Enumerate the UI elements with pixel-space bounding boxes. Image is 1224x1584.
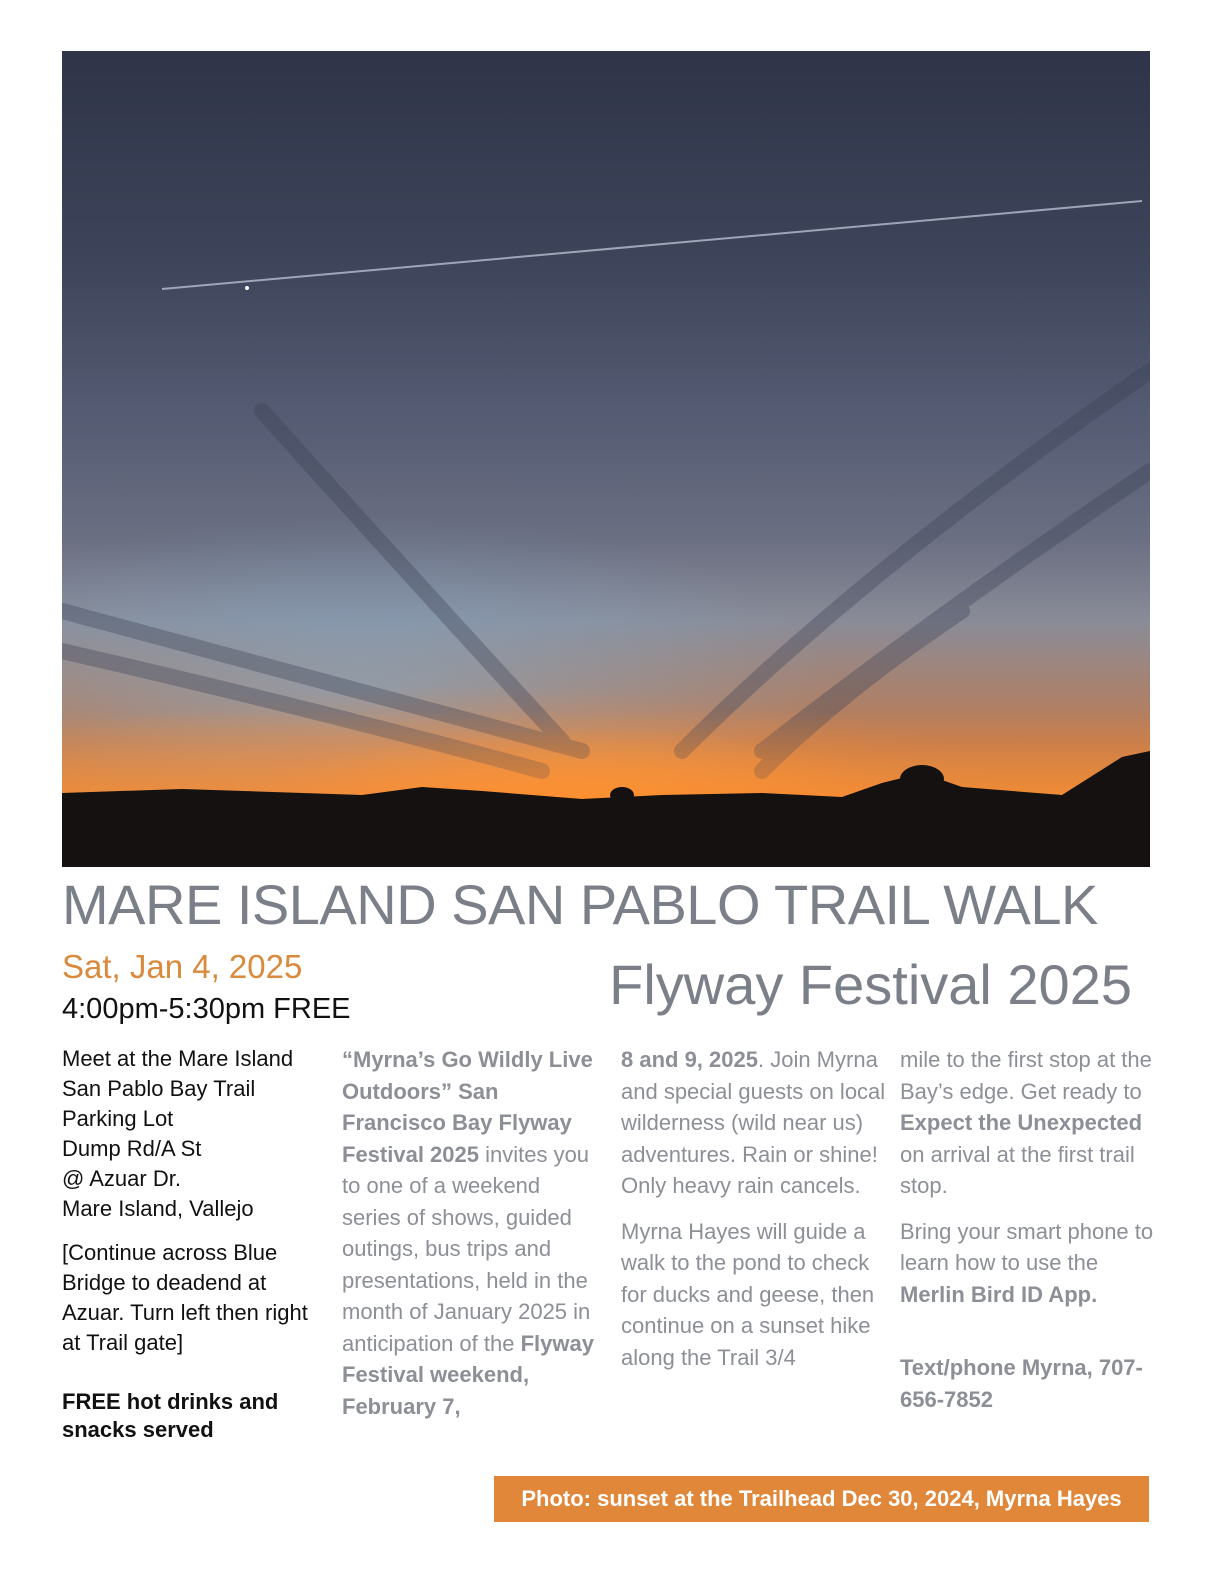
arrival-paragraph [900, 1044, 1160, 1202]
intro-text: invites you to one of a weekend series of shows, guided outings, bus trips and presentations, held in the month of January 2025 in anticipation of the [342, 1141, 591, 1356]
body-column-1 [342, 1044, 602, 1422]
photo-credit: Photo: sunset at the Trailhead Dec 30, 2024, Myrna Hayes [494, 1476, 1149, 1522]
page-title: MARE ISLAND SAN PABLO TRAIL WALK [62, 873, 1098, 936]
flyway-weekend: Flyway Festival weekend, February 7, [342, 1330, 594, 1419]
merlin-app: Merlin Bird ID App. [900, 1281, 1098, 1307]
arrival-text: mile to the first stop at the Bay’s edge. Get ready to [900, 1047, 1152, 1104]
location-line: Parking Lot [62, 1106, 174, 1131]
walk-paragraph: Myrna Hayes will guide a walk to the pond to check for ducks and geese, then continue on a sunset hike along the Trail 3/4 [621, 1218, 875, 1370]
app-paragraph [900, 1216, 1160, 1311]
event-date: Sat, Jan 4, 2025 [62, 948, 303, 985]
app-text: Bring your smart phone to learn how to use the [900, 1218, 1154, 1275]
sunset-photo [62, 51, 1150, 867]
festival-subtitle: Flyway Festival 2025 [609, 953, 1132, 1016]
expect-unexpected: Expect the Unexpected [900, 1110, 1143, 1135]
contact-info: Text/phone Myrna, 707-656-7852 [900, 1355, 1143, 1412]
dates-text: . Join Myrna and special guests on local wilderness (wild near us) adventures. Rain or shine! Only heavy rain cancels. [621, 1047, 886, 1198]
festival-dates: 8 and 9, 2025 [621, 1047, 758, 1072]
event-time: 4:00pm-5:30pm FREE [62, 993, 351, 1025]
intro-paragraph [342, 1044, 602, 1422]
body-column-2 [621, 1044, 886, 1373]
directions-note: [Continue across Blue Bridge to deadend at Azuar. Turn left then right at Trail gate] [62, 1240, 308, 1355]
location-line: Dump Rd/A St [62, 1136, 202, 1161]
location-line: Mare Island, Vallejo [62, 1196, 254, 1221]
body-column-3 [900, 1044, 1160, 1415]
location-line: @ Azuar Dr. [62, 1166, 181, 1191]
dates-paragraph [621, 1044, 886, 1202]
location-column [62, 1044, 327, 1444]
festival-name: “Myrna’s Go Wildly Live Outdoors” San Francisco Bay Flyway Festival 2025 [342, 1047, 593, 1167]
location-line: San Pablo Bay Trail [62, 1076, 256, 1101]
arrival-text-end: on arrival at the first trail stop. [900, 1141, 1135, 1198]
location-line: Meet at the Mare Island [62, 1046, 294, 1071]
free-snacks-note: FREE hot drinks and snacks served [62, 1389, 279, 1442]
